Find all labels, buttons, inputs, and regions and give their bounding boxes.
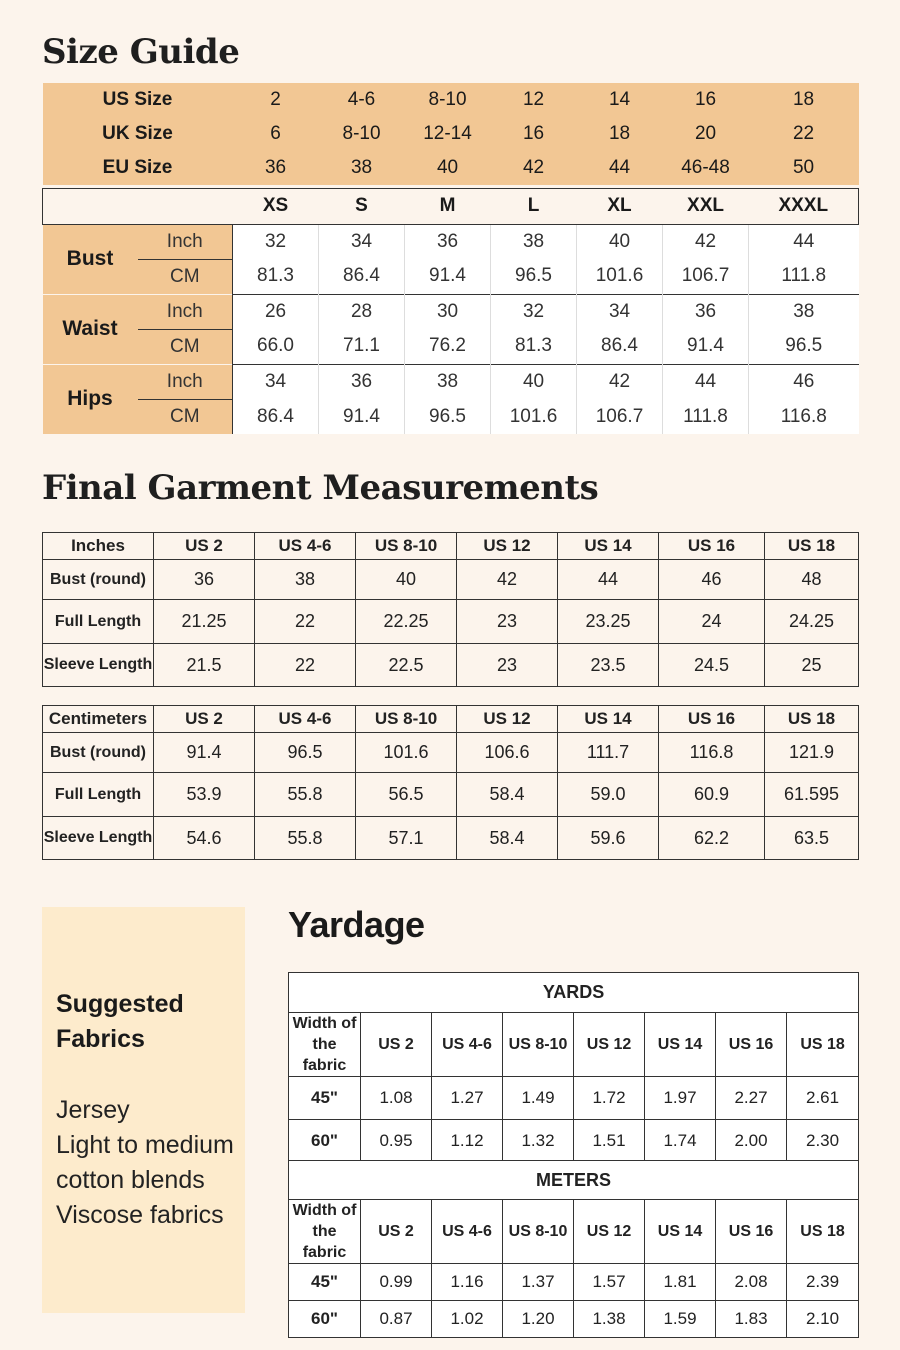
cell: 56.5 (356, 773, 457, 817)
cell: 59.0 (558, 773, 659, 817)
width-of-fabric-header (289, 1013, 361, 1077)
size-header: US 8-10 (356, 533, 457, 560)
cell: 0.95 (361, 1120, 432, 1163)
row-label: Full Length (43, 773, 154, 817)
size-header: US 12 (574, 1013, 645, 1077)
unit-header: Inches (43, 533, 154, 560)
size-header: US 16 (659, 706, 765, 733)
cell: 96.5 (405, 399, 491, 434)
cell: 22 (255, 644, 356, 687)
row-label: EU Size (43, 151, 233, 185)
cell: 1.37 (503, 1264, 574, 1301)
row-label: 60" (289, 1301, 361, 1338)
size-header: US 8-10 (356, 706, 457, 733)
cell: 1.12 (432, 1120, 503, 1163)
size-header: US 14 (558, 533, 659, 560)
cell: 44 (558, 560, 659, 600)
cell: 81.3 (233, 259, 319, 294)
cell: 34 (233, 364, 319, 399)
size-header: US 4-6 (432, 1200, 503, 1264)
cell: 23.25 (558, 600, 659, 644)
cell: 42 (577, 364, 663, 399)
cell: 86.4 (233, 399, 319, 434)
letter-size-row (43, 188, 859, 224)
hips-inch-row (43, 364, 859, 399)
table-row (43, 644, 859, 687)
row-label: UK Size (43, 117, 233, 151)
cell: 42 (663, 224, 749, 259)
cell: 36 (319, 364, 405, 399)
cell: 60.9 (659, 773, 765, 817)
fabric-item: Jersey (56, 1096, 130, 1124)
row-label: US Size (43, 83, 233, 117)
size-header: US 14 (558, 706, 659, 733)
size-header: US 12 (457, 533, 558, 560)
header-row (289, 1013, 859, 1077)
row-label: Sleeve Length (43, 644, 154, 687)
cell: 23 (457, 644, 558, 687)
cell: 24.25 (765, 600, 859, 644)
bust-inch-row (43, 224, 859, 259)
group-label-waist: Waist (43, 294, 138, 364)
size-header: US 18 (787, 1013, 859, 1077)
cell: 1.72 (574, 1077, 645, 1120)
unit-label: Inch (138, 224, 233, 259)
cell: 24 (659, 600, 765, 644)
cell: 38 (319, 151, 405, 185)
size-header: US 4-6 (432, 1013, 503, 1077)
cell: 40 (577, 224, 663, 259)
cell: 22 (255, 600, 356, 644)
table-row (289, 1120, 859, 1163)
table-row (43, 560, 859, 600)
us-size-row (43, 83, 859, 117)
cell: 38 (255, 560, 356, 600)
table-row (43, 817, 859, 860)
cell: 1.83 (716, 1301, 787, 1338)
cell: 46 (659, 560, 765, 600)
header-row (43, 706, 859, 733)
cell: 91.4 (663, 329, 749, 364)
cell: 48 (765, 560, 859, 600)
cell: 86.4 (577, 329, 663, 364)
cell: 59.6 (558, 817, 659, 860)
cell: 1.32 (503, 1120, 574, 1163)
cell: 38 (405, 364, 491, 399)
garment-inches-table (42, 532, 859, 687)
size-header: US 8-10 (503, 1013, 574, 1077)
cell: 8-10 (405, 83, 491, 117)
unit-header: Centimeters (43, 706, 154, 733)
cell: 42 (457, 560, 558, 600)
cell: 6 (233, 117, 319, 151)
size-header: US 2 (154, 706, 255, 733)
cell: 2.08 (716, 1264, 787, 1301)
garment-centimeters-table (42, 705, 859, 860)
cell: 36 (663, 294, 749, 329)
cell: 101.6 (356, 733, 457, 773)
bust-cm-row (43, 259, 859, 294)
table-row (289, 1264, 859, 1301)
waist-inch-row (43, 294, 859, 329)
cell: 2.00 (716, 1120, 787, 1163)
cell: 62.2 (659, 817, 765, 860)
letter-size: XXL (663, 188, 749, 224)
cell: 54.6 (154, 817, 255, 860)
cell: 18 (577, 117, 663, 151)
fabric-item: Viscose fabrics (56, 1201, 224, 1229)
cell: 61.595 (765, 773, 859, 817)
cell: 53.9 (154, 773, 255, 817)
label-line: the fabric (302, 1223, 347, 1261)
cell: 16 (663, 83, 749, 117)
cell: 58.4 (457, 817, 558, 860)
cell: 57.1 (356, 817, 457, 860)
size-header: US 8-10 (503, 1200, 574, 1264)
cell: 1.97 (645, 1077, 716, 1120)
cell: 1.27 (432, 1077, 503, 1120)
letter-size: M (405, 188, 491, 224)
size-header: US 14 (645, 1200, 716, 1264)
size-header: US 4-6 (255, 706, 356, 733)
letter-size: S (319, 188, 405, 224)
header-row (43, 533, 859, 560)
cell: 91.4 (319, 399, 405, 434)
row-label: Bust (round) (43, 560, 154, 600)
group-label-hips: Hips (43, 364, 138, 434)
table-row (43, 773, 859, 817)
cell: 55.8 (255, 773, 356, 817)
eu-size-row (43, 151, 859, 185)
cell: 1.59 (645, 1301, 716, 1338)
cell: 1.20 (503, 1301, 574, 1338)
cell: 121.9 (765, 733, 859, 773)
group-label-bust: Bust (43, 224, 138, 294)
cell: 91.4 (154, 733, 255, 773)
cell: 23 (457, 600, 558, 644)
caption-row (289, 1161, 859, 1200)
table-row (43, 600, 859, 644)
fabric-item: Light to medium (56, 1131, 234, 1159)
cell: 21.25 (154, 600, 255, 644)
size-header: US 2 (154, 533, 255, 560)
cell: 1.02 (432, 1301, 503, 1338)
empty-cell (43, 188, 233, 224)
cell: 40 (356, 560, 457, 600)
size-header: US 12 (574, 1200, 645, 1264)
row-label: Bust (round) (43, 733, 154, 773)
row-label: Sleeve Length (43, 817, 154, 860)
cell: 40 (491, 364, 577, 399)
letter-size: XL (577, 188, 663, 224)
cell: 1.08 (361, 1077, 432, 1120)
cell: 2 (233, 83, 319, 117)
cell: 2.39 (787, 1264, 859, 1301)
cell: 46-48 (663, 151, 749, 185)
size-header: US 2 (361, 1200, 432, 1264)
cell: 36 (154, 560, 255, 600)
cell: 71.1 (319, 329, 405, 364)
cell: 34 (577, 294, 663, 329)
cell: 36 (405, 224, 491, 259)
cell: 116.8 (749, 399, 859, 434)
cell: 63.5 (765, 817, 859, 860)
yardage-meters-table (288, 1160, 859, 1338)
cell: 2.10 (787, 1301, 859, 1338)
unit-label: CM (138, 259, 233, 294)
unit-label: CM (138, 399, 233, 434)
letter-size: XXXL (749, 188, 859, 224)
waist-cm-row (43, 329, 859, 364)
cell: 2.30 (787, 1120, 859, 1163)
cell: 111.8 (749, 259, 859, 294)
table-caption: METERS (289, 1161, 859, 1200)
title-line: Suggested (56, 990, 184, 1018)
letter-size: L (491, 188, 577, 224)
cell: 21.5 (154, 644, 255, 687)
cell: 22.5 (356, 644, 457, 687)
cell: 106.7 (577, 399, 663, 434)
cell: 4-6 (319, 83, 405, 117)
cell: 22.25 (356, 600, 457, 644)
size-header: US 2 (361, 1013, 432, 1077)
table-row (289, 1077, 859, 1120)
cell: 24.5 (659, 644, 765, 687)
cell: 101.6 (577, 259, 663, 294)
table-caption: YARDS (289, 973, 859, 1013)
row-label: 60" (289, 1120, 361, 1163)
row-label: Full Length (43, 600, 154, 644)
cell: 1.38 (574, 1301, 645, 1338)
final-garment-title: Final Garment Measurements (42, 468, 599, 508)
cell: 16 (491, 117, 577, 151)
cell: 2.61 (787, 1077, 859, 1120)
cell: 42 (491, 151, 577, 185)
cell: 101.6 (491, 399, 577, 434)
size-header: US 16 (659, 533, 765, 560)
size-header: US 18 (765, 706, 859, 733)
cell: 32 (491, 294, 577, 329)
cell: 76.2 (405, 329, 491, 364)
suggested-fabrics-panel (42, 907, 245, 1313)
label-line: the fabric (302, 1036, 347, 1074)
cell: 116.8 (659, 733, 765, 773)
size-guide-table (42, 83, 859, 435)
cell: 81.3 (491, 329, 577, 364)
cell: 50 (749, 151, 859, 185)
cell: 96.5 (749, 329, 859, 364)
size-header: US 16 (716, 1013, 787, 1077)
cell: 55.8 (255, 817, 356, 860)
cell: 1.81 (645, 1264, 716, 1301)
cell: 106.7 (663, 259, 749, 294)
caption-row (289, 973, 859, 1013)
cell: 28 (319, 294, 405, 329)
cell: 106.6 (457, 733, 558, 773)
cell: 32 (233, 224, 319, 259)
cell: 34 (319, 224, 405, 259)
size-header: US 12 (457, 706, 558, 733)
cell: 86.4 (319, 259, 405, 294)
size-header: US 18 (787, 1200, 859, 1264)
unit-label: CM (138, 329, 233, 364)
size-guide-title: Size Guide (42, 32, 240, 72)
cell: 30 (405, 294, 491, 329)
cell: 44 (577, 151, 663, 185)
row-label: 45" (289, 1264, 361, 1301)
cell: 0.87 (361, 1301, 432, 1338)
cell: 46 (749, 364, 859, 399)
fabrics-list (56, 1093, 246, 1233)
width-of-fabric-header (289, 1200, 361, 1264)
cell: 1.16 (432, 1264, 503, 1301)
cell: 44 (663, 364, 749, 399)
label-line: Width of (292, 1015, 357, 1032)
uk-size-row (43, 117, 859, 151)
cell: 26 (233, 294, 319, 329)
cell: 14 (577, 83, 663, 117)
size-header: US 4-6 (255, 533, 356, 560)
fabric-item: cotton blends (56, 1166, 205, 1194)
cell: 8-10 (319, 117, 405, 151)
cell: 40 (405, 151, 491, 185)
cell: 38 (491, 224, 577, 259)
yardage-yards-table (288, 972, 859, 1163)
cell: 1.57 (574, 1264, 645, 1301)
cell: 0.99 (361, 1264, 432, 1301)
cell: 111.8 (663, 399, 749, 434)
label-line: Width of (292, 1202, 357, 1219)
cell: 1.51 (574, 1120, 645, 1163)
cell: 12 (491, 83, 577, 117)
cell: 1.49 (503, 1077, 574, 1120)
title-line: Fabrics (56, 1025, 145, 1053)
cell: 91.4 (405, 259, 491, 294)
cell: 111.7 (558, 733, 659, 773)
hips-cm-row (43, 399, 859, 434)
cell: 96.5 (255, 733, 356, 773)
cell: 20 (663, 117, 749, 151)
cell: 18 (749, 83, 859, 117)
table-row (43, 733, 859, 773)
cell: 25 (765, 644, 859, 687)
cell: 23.5 (558, 644, 659, 687)
yardage-title: Yardage (288, 904, 425, 945)
cell: 38 (749, 294, 859, 329)
size-header: US 14 (645, 1013, 716, 1077)
cell: 96.5 (491, 259, 577, 294)
cell: 22 (749, 117, 859, 151)
row-label: 45" (289, 1077, 361, 1120)
cell: 12-14 (405, 117, 491, 151)
cell: 1.74 (645, 1120, 716, 1163)
cell: 66.0 (233, 329, 319, 364)
unit-label: Inch (138, 294, 233, 329)
letter-size: XS (233, 188, 319, 224)
cell: 44 (749, 224, 859, 259)
table-row (289, 1301, 859, 1338)
suggested-fabrics-title (56, 987, 236, 1057)
header-row (289, 1200, 859, 1264)
cell: 2.27 (716, 1077, 787, 1120)
unit-label: Inch (138, 364, 233, 399)
cell: 58.4 (457, 773, 558, 817)
cell: 36 (233, 151, 319, 185)
size-header: US 16 (716, 1200, 787, 1264)
size-header: US 18 (765, 533, 859, 560)
